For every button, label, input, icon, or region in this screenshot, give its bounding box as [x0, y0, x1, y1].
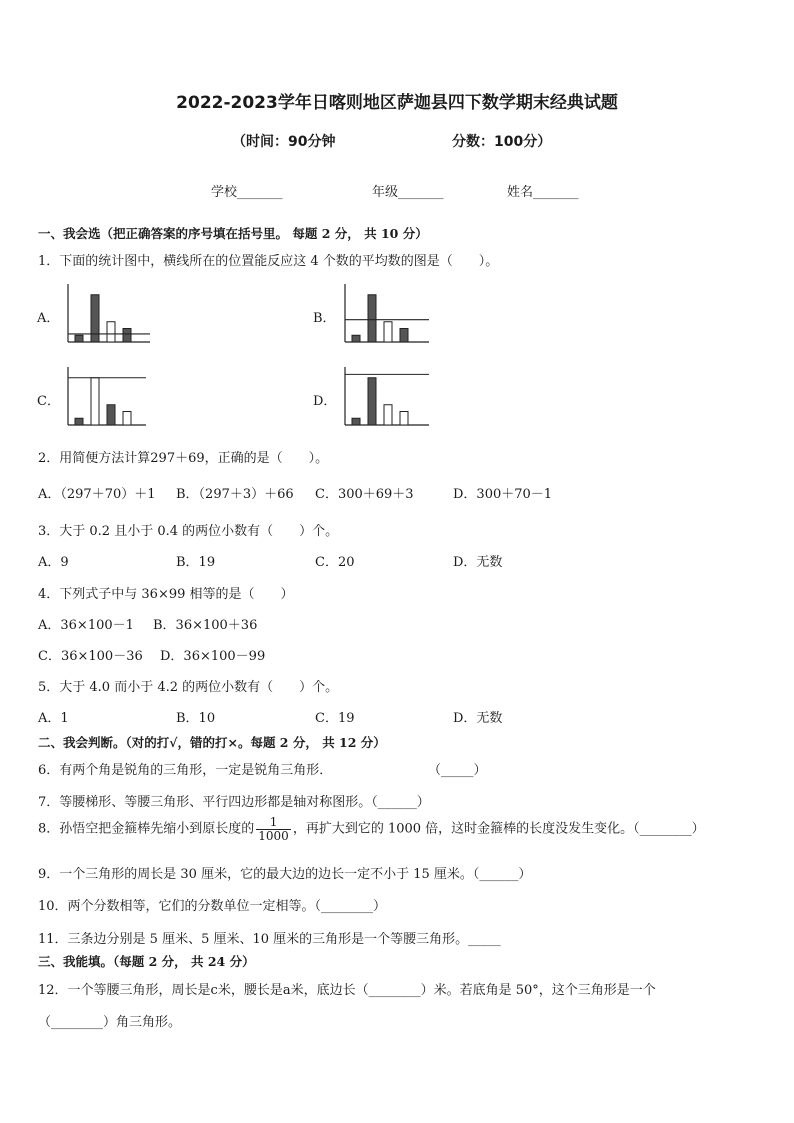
chart-d: [343, 367, 429, 427]
q4-option-d: D．36×100－99: [160, 649, 266, 664]
q1-option-c-label: C．: [37, 394, 60, 409]
q2-option-b: B．（297＋3）＋66: [176, 487, 294, 502]
q5-option-b: B．10: [176, 711, 216, 726]
name-field: 姓名_______: [507, 185, 579, 200]
chart-c: [66, 367, 146, 427]
question-12: 12．一个等腰三角形，周长是c米，腰长是a米，底边长（________）米。若底角是 50°，这个三角形是一个: [38, 983, 656, 998]
q2-option-d: D．300＋70－1: [453, 487, 553, 502]
question-8-suffix: ，再扩大到它的 1000 倍，这时金箍棒的长度没发生变化。（________）: [292, 821, 705, 837]
chart-c-bar-2: [91, 378, 99, 425]
chart-d-bar-4: [400, 412, 408, 426]
question-11: 11．三条边分别是 5 厘米、5 厘米、10 厘米的三角形是一个等腰三角形。_____: [38, 932, 501, 947]
fraction-one-thousandth: [256, 816, 291, 842]
q5-option-d: D．无数: [453, 711, 503, 726]
q3-option-c: C．20: [315, 555, 355, 570]
chart-a-bar-4: [123, 329, 131, 343]
question-1: 1．下面的统计图中，横线所在的位置能反应这 4 个数的平均数的图是（ ）。: [38, 254, 499, 269]
chart-c-bar-4: [123, 412, 131, 426]
chart-c-bar-1: [75, 418, 83, 425]
question-8-prefix: 8．孙悟空把金箍棒先缩小到原长度的: [38, 821, 255, 837]
grade-field: 年级_______: [372, 185, 444, 200]
chart-a-bar-2: [91, 295, 99, 342]
q3-option-a: A．9: [38, 555, 69, 570]
chart-d-bar-1: [352, 418, 360, 425]
q1-option-b-label: B．: [313, 311, 336, 326]
fraction-numerator: 1: [256, 816, 291, 830]
question-10: 10．两个分数相等，它们的分数单位一定相等。（________）: [38, 899, 387, 914]
fraction-denominator: 1000: [258, 828, 289, 843]
chart-a-bar-3: [107, 322, 115, 342]
q4-option-a: A．36×100－1: [38, 618, 134, 633]
chart-b-bar-3: [384, 322, 392, 342]
school-field: 学校_______: [211, 185, 283, 200]
q2-option-c: C．300＋69＋3: [315, 487, 414, 502]
q4-option-c: C．36×100－36: [38, 649, 143, 664]
question-3: 3．大于 0.2 且小于 0.4 的两位小数有（ ）个。: [38, 524, 339, 539]
section-3-heading: 三、我能填。（每题 2 分， 共 24 分）: [38, 954, 255, 969]
question-9: 9．一个三角形的周长是 30 厘米，它的最大边的边长一定不小于 15 厘米。（______）: [38, 867, 532, 882]
question-7: 7．等腰梯形、等腰三角形、平行四边形都是轴对称图形。（______）: [38, 795, 430, 810]
section-2-heading: 二、我会判断。（对的打√，错的打×。每题 2 分， 共 12 分）: [38, 735, 386, 750]
q5-option-a: A．1: [38, 711, 69, 726]
q1-option-a-label: A．: [37, 311, 60, 326]
chart-c-bar-3: [107, 405, 115, 425]
question-5: 5．大于 4.0 而小于 4.2 的两位小数有（ ）个。: [38, 680, 339, 695]
q3-option-b: B．19: [176, 555, 216, 570]
q3-option-d: D．无数: [453, 555, 503, 570]
chart-b-bar-2: [368, 295, 376, 342]
exam-score: 分数：100分）: [452, 134, 552, 150]
chart-a: [66, 284, 150, 344]
chart-b-bar-4: [400, 329, 408, 343]
chart-b: [343, 284, 429, 344]
exam-time: （时间：90分钟: [232, 134, 336, 150]
chart-a-bar-1: [75, 335, 83, 342]
question-4: 4．下列式子中与 36×99 相等的是（ ）: [38, 587, 294, 602]
chart-b-bar-1: [352, 335, 360, 342]
question-2: 2．用简便方法计算297＋69，正确的是（ ）。: [38, 451, 329, 466]
q1-option-d-label: D．: [313, 394, 337, 409]
q5-option-c: C．19: [315, 711, 355, 726]
chart-d-bar-2: [368, 378, 376, 425]
chart-d-bar-3: [384, 405, 392, 425]
page-title: 2022-2023学年日喀则地区萨迦县四下数学期末经典试题: [176, 93, 618, 113]
question-6-blank: （_____）: [428, 763, 487, 778]
question-6: 6．有两个角是锐角的三角形，一定是锐角三角形．: [38, 763, 333, 778]
section-1-heading: 一、我会选（把正确答案的序号填在括号里。 每题 2 分， 共 10 分）: [38, 226, 428, 241]
q4-option-b: B．36×100＋36: [153, 618, 258, 633]
q2-option-a: A．（297＋70）＋1: [38, 487, 156, 502]
question-12-continued: （________）角三角形。: [38, 1015, 182, 1030]
question-8: [38, 816, 705, 842]
